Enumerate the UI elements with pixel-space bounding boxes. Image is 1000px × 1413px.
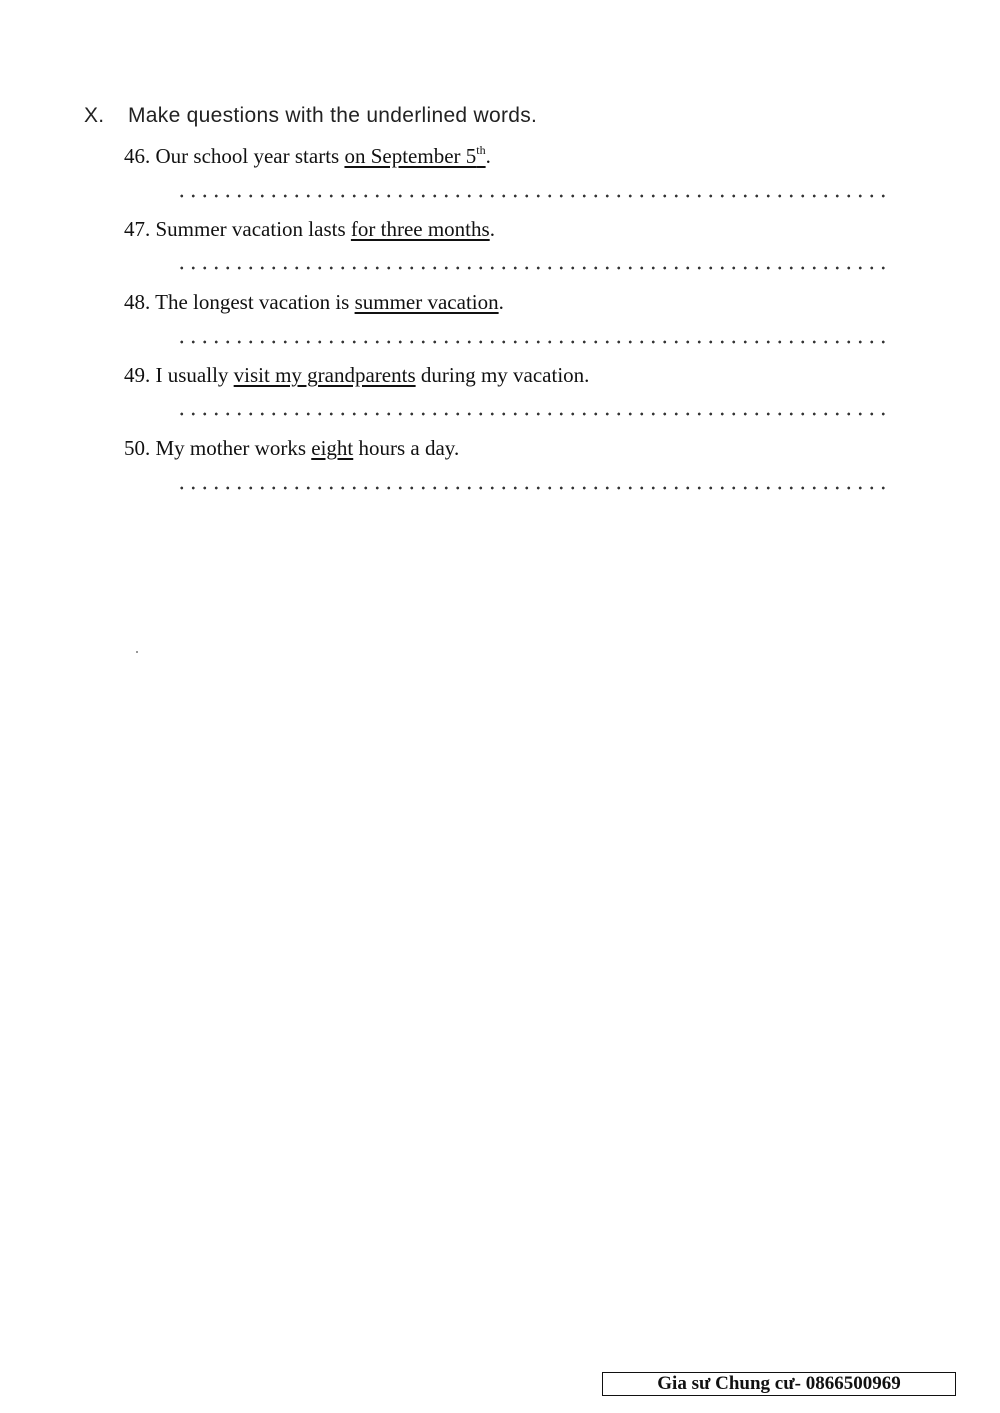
question-47 (124, 217, 495, 242)
underlined-phrase: visit my grandparents (233, 363, 416, 387)
underlined-text: on September 5 (344, 144, 477, 168)
question-text-after: hours a day. (358, 436, 460, 460)
question-text-after: . (498, 290, 504, 314)
underlined-phrase: for three months (350, 217, 490, 241)
question-text-before: I usually (155, 363, 229, 387)
section-number: X. (84, 104, 105, 127)
footer-label: Gia sư Chung cư- 0866500969 (602, 1372, 956, 1396)
question-50 (124, 436, 459, 461)
question-text-before: Our school year starts (155, 144, 340, 168)
question-number: 46. (124, 144, 151, 168)
answer-line-46[interactable] (176, 194, 888, 198)
scan-speck (136, 651, 138, 653)
ordinal-suffix: th (476, 143, 486, 157)
underlined-phrase: eight (311, 436, 354, 460)
question-48 (124, 290, 504, 315)
section-instruction: Make questions with the underlined words. (128, 104, 538, 127)
question-text-after: during my vacation. (420, 363, 590, 387)
question-number: 50. (124, 436, 151, 460)
question-number: 48. (124, 290, 151, 314)
question-text-after: . (489, 217, 495, 241)
question-text-before: My mother works (155, 436, 306, 460)
question-49 (124, 363, 589, 388)
section-heading (84, 104, 537, 128)
answer-line-49[interactable] (176, 412, 888, 416)
question-text-before: The longest vacation is (155, 290, 350, 314)
answer-line-48[interactable] (176, 340, 888, 344)
answer-line-47[interactable] (176, 266, 888, 270)
question-text-after: . (485, 144, 491, 168)
question-text-before: Summer vacation lasts (155, 217, 346, 241)
question-number: 49. (124, 363, 151, 387)
question-46 (124, 144, 491, 169)
question-number: 47. (124, 217, 151, 241)
underlined-phrase (344, 144, 485, 168)
underlined-phrase: summer vacation (354, 290, 499, 314)
answer-line-50[interactable] (176, 486, 888, 490)
